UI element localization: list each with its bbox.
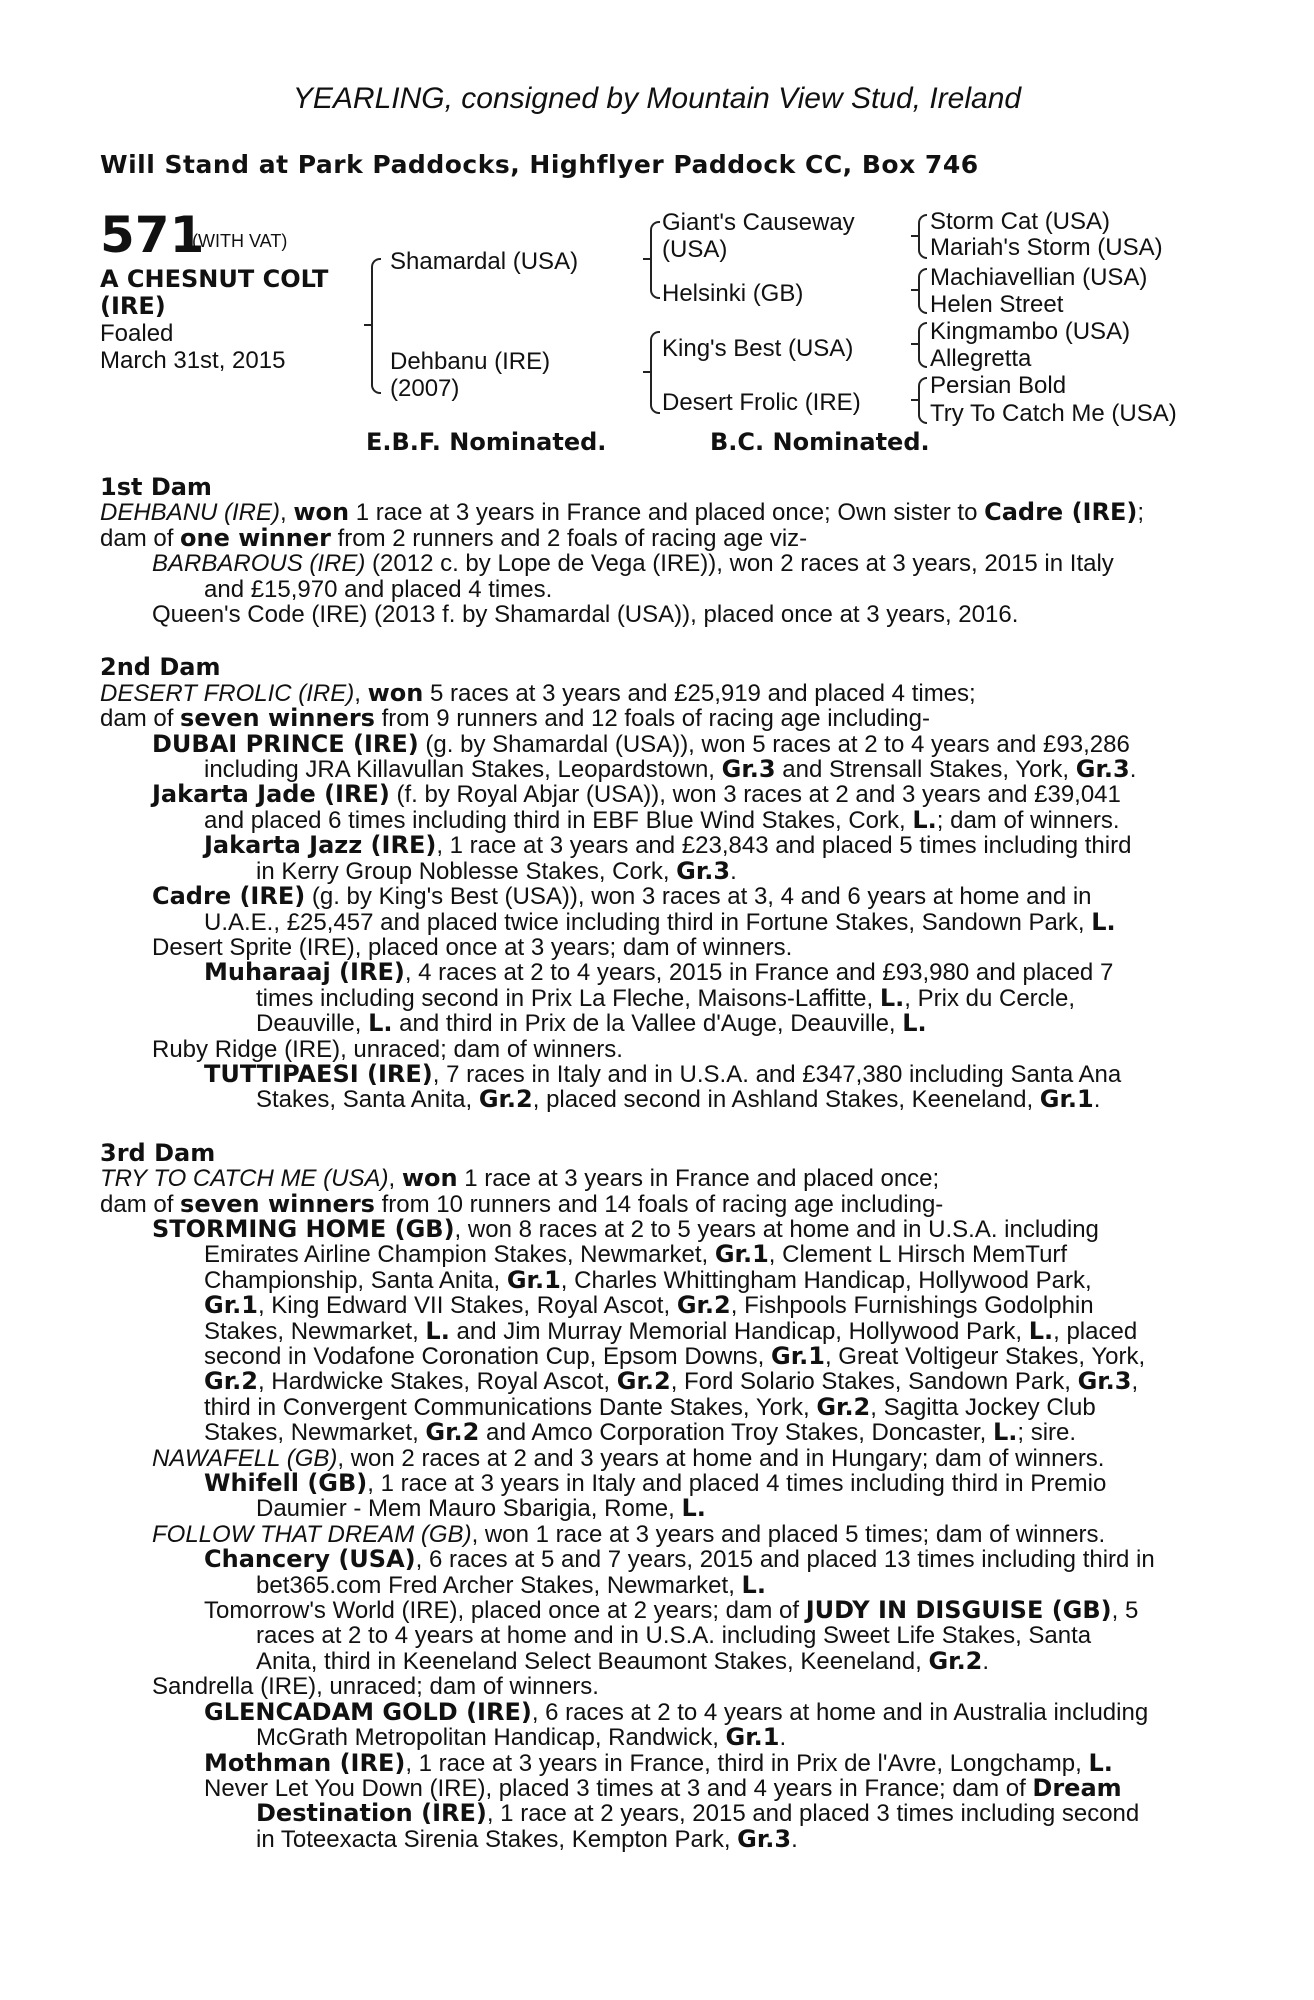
first-dam-line: DEHBANU (IRE), won 1 race at 3 years in France and placed once; Own sister to Cadre (IRE); xyxy=(100,498,1144,527)
grand-produce-entry: GLENCADAM GOLD (IRE), 6 races at 2 to 4 years at home and in Australia including xyxy=(204,1697,1149,1726)
dam-sire: King's Best (USA) xyxy=(662,335,854,362)
produce-entry-cont: Gr.1, King Edward VII Stakes, Royal Ascot, Gr.2, Fishpools Furnishings Godolphin xyxy=(204,1291,1094,1320)
dds: Persian Bold xyxy=(930,372,1067,399)
ebf-nominated: E.B.F. Nominated. xyxy=(366,428,607,456)
produce-entry-cont: Stakes, Newmarket, Gr.2 and Amco Corporation Troy Stakes, Doncaster, L.; sire. xyxy=(204,1418,1077,1447)
produce-entry-cont: third in Convergent Communications Dante Stakes, York, Gr.2, Sagitta Jockey Club xyxy=(204,1392,1096,1421)
bc-nominated: B.C. Nominated. xyxy=(710,428,930,456)
grand-produce-cont: in Toteexacta Sirenia Stakes, Kempton Park, Gr.3. xyxy=(256,1824,798,1853)
second-dam-heading: 2nd Dam xyxy=(100,653,221,682)
grand-produce-entry: Jakarta Jazz (IRE), 1 race at 3 years and £23,843 and placed 5 times including third xyxy=(204,831,1132,860)
produce-entry-cont: including JRA Killavullan Stakes, Leopardstown, Gr.3 and Strensall Stakes, York, Gr.3. xyxy=(204,755,1137,784)
grand-produce-cont: Anita, third in Keeneland Select Beaumont Stakes, Keeneland, Gr.2. xyxy=(256,1646,990,1675)
grand-produce-entry: Whifell (GB), 1 race at 3 years in Italy and placed 4 times including third in Premio xyxy=(204,1469,1107,1498)
dam: Dehbanu (IRE) xyxy=(390,348,551,375)
dam-year: (2007) xyxy=(390,375,460,402)
produce-entry: STORMING HOME (GB), won 8 races at 2 to 5 years at home and in U.S.A. including xyxy=(152,1214,1099,1243)
produce-entry: Queen's Code (IRE) (2013 f. by Shamardal (USA)), placed once at 3 years, 2016. xyxy=(152,601,1019,629)
sdd: Helen Street xyxy=(930,291,1064,318)
produce-entry-cont: second in Vodafone Coronation Cup, Epsom Downs, Gr.1, Great Voltigeur Stakes, York, xyxy=(204,1342,1146,1370)
grand-produce-cont: Destination (IRE), 1 race at 2 years, 2015 and placed 3 times including second xyxy=(256,1799,1140,1828)
third-dam-produce: dam of seven winners from 10 runners and 14 foals of racing age including- xyxy=(100,1189,944,1218)
stand-location: Will Stand at Park Paddocks, Highflyer Paddock CC, Box 746 xyxy=(100,150,979,179)
sss: Storm Cat (USA) xyxy=(930,208,1111,235)
produce-entry: Sandrella (IRE), unraced; dam of winners. xyxy=(152,1673,599,1701)
produce-entry-cont: Championship, Santa Anita, Gr.1, Charles Whittingham Handicap, Hollywood Park, xyxy=(204,1265,1092,1294)
vat-note: (WITH VAT) xyxy=(192,231,288,251)
catalogue-body xyxy=(100,475,1210,1852)
produce-entry: Ruby Ridge (IRE), unraced; dam of winners. xyxy=(152,1035,623,1063)
produce-entry: Desert Sprite (IRE), placed once at 3 years; dam of winners. xyxy=(152,933,793,961)
sire-dam: Helsinki (GB) xyxy=(662,280,804,307)
third-dam-line: TRY TO CATCH ME (USA), won 1 race at 3 years in France and placed once; xyxy=(100,1164,940,1193)
lot-title-country: (IRE) xyxy=(100,292,166,320)
pedigree-brace-dam xyxy=(650,331,660,414)
second-dam-produce: dam of seven winners from 9 runners and 12 foals of racing age including- xyxy=(100,704,930,733)
pedigree-brace-gen1 xyxy=(371,258,381,394)
sire-sire-country: (USA) xyxy=(662,236,728,263)
foaled-label: Foaled xyxy=(100,320,174,347)
sire: Shamardal (USA) xyxy=(390,248,579,275)
produce-entry-cont: U.A.E., £25,457 and placed twice including third in Fortune Stakes, Sandown Park, L. xyxy=(204,907,1116,936)
produce-entry: Jakarta Jade (IRE) (f. by Royal Abjar (USA)), won 3 races at 2 and 3 years and £39,041 xyxy=(152,780,1121,809)
grand-produce-cont: Daumier - Mem Mauro Sbarigia, Rome, L. xyxy=(256,1494,706,1523)
foaled-date: March 31st, 2015 xyxy=(100,347,286,374)
sds: Machiavellian (USA) xyxy=(930,264,1148,291)
pedigree-brace-sire xyxy=(650,221,660,299)
dam-dam: Desert Frolic (IRE) xyxy=(662,389,861,416)
dss: Kingmambo (USA) xyxy=(930,318,1131,345)
lot-number: 571 xyxy=(100,206,205,264)
pedigree-brace-dd xyxy=(918,377,927,424)
produce-entry: FOLLOW THAT DREAM (GB), won 1 race at 3 years and placed 5 times; dam of winners. xyxy=(152,1520,1106,1548)
pedigree-brace-sd xyxy=(918,268,927,314)
grand-produce-cont: McGrath Metropolitan Handicap, Randwick, Gr.1. xyxy=(256,1723,787,1752)
grand-produce-cont: times including second in Prix La Fleche, Maisons-Laffitte, L., Prix du Cercle, xyxy=(256,983,1075,1012)
grand-produce-entry: Muharaaj (IRE), 4 races at 2 to 4 years, 2015 in France and £93,980 and placed 7 xyxy=(204,958,1114,987)
grand-produce-entry: Tomorrow's World (IRE), placed once at 2 years; dam of JUDY IN DISGUISE (GB), 5 xyxy=(204,1596,1139,1625)
second-dam-line: DESERT FROLIC (IRE), won 5 races at 3 years and £25,919 and placed 4 times; xyxy=(100,678,976,707)
grand-produce-entry: Chancery (USA), 6 races at 5 and 7 years, 2015 and placed 13 times including third in xyxy=(204,1545,1155,1574)
produce-entry: DUBAI PRINCE (IRE) (g. by Shamardal (USA)), won 5 races at 2 to 4 years and £93,286 xyxy=(152,729,1130,758)
produce-entry: Cadre (IRE) (g. by King's Best (USA)), won 3 races at 3, 4 and 6 years at home and in xyxy=(152,882,1092,911)
produce-entry: NAWAFELL (GB), won 2 races at 2 and 3 years at home and in Hungary; dam of winners. xyxy=(152,1444,1105,1472)
ddd: Try To Catch Me (USA) xyxy=(930,400,1177,427)
pedigree-brace-ds xyxy=(918,322,927,368)
third-dam-heading: 3rd Dam xyxy=(100,1138,216,1167)
consignment-line: YEARLING, consigned by Mountain View Stud, Ireland xyxy=(292,82,1022,115)
grand-produce-entry: TUTTIPAESI (IRE), 7 races in Italy and in U.S.A. and £347,380 including Santa Ana xyxy=(204,1059,1122,1088)
grand-produce-cont: bet365.com Fred Archer Stakes, Newmarket, L. xyxy=(256,1570,766,1599)
produce-entry: BARBAROUS (IRE) (2012 c. by Lope de Vega (IRE)), won 2 races at 3 years, 2015 in Italy xyxy=(152,550,1114,578)
sire-sire: Giant's Causeway xyxy=(662,209,855,236)
dsd: Allegretta xyxy=(930,345,1032,372)
grand-produce-cont: Stakes, Santa Anita, Gr.2, placed second in Ashland Stakes, Keeneland, Gr.1. xyxy=(256,1085,1101,1114)
grand-produce-entry: Never Let You Down (IRE), placed 3 times at 3 and 4 years in France; dam of Dream xyxy=(204,1773,1122,1802)
grand-produce-entry: Mothman (IRE), 1 race at 3 years in France, third in Prix de l'Avre, Longchamp, L. xyxy=(204,1748,1113,1777)
produce-entry-cont: and £15,970 and placed 4 times. xyxy=(204,575,553,603)
grand-produce-cont: Deauville, L. and third in Prix de la Vallee d'Auge, Deauville, L. xyxy=(256,1009,927,1038)
grand-produce-cont: races at 2 to 4 years at home and in U.S.A. including Sweet Life Stakes, Santa xyxy=(256,1622,1092,1650)
lot-title: A CHESNUT COLT xyxy=(100,265,329,293)
produce-entry-cont: and placed 6 times including third in EBF Blue Wind Stakes, Cork, L.; dam of winners. xyxy=(204,805,1120,834)
pedigree-brace-ss xyxy=(918,214,927,259)
produce-entry-cont: Stakes, Newmarket, L. and Jim Murray Memorial Handicap, Hollywood Park, L., placed xyxy=(204,1316,1138,1345)
produce-entry-cont: Gr.2, Hardwicke Stakes, Royal Ascot, Gr.2, Ford Solario Stakes, Sandown Park, Gr.3, xyxy=(204,1367,1139,1396)
ssd: Mariah's Storm (USA) xyxy=(930,234,1163,261)
first-dam-produce: dam of one winner from 2 runners and 2 foals of racing age viz- xyxy=(100,523,808,552)
first-dam-heading: 1st Dam xyxy=(100,473,212,501)
produce-entry-cont: Emirates Airline Champion Stakes, Newmarket, Gr.1, Clement L Hirsch MemTurf xyxy=(204,1240,1068,1269)
grand-produce-cont: in Kerry Group Noblesse Stakes, Cork, Gr.3. xyxy=(256,856,737,885)
